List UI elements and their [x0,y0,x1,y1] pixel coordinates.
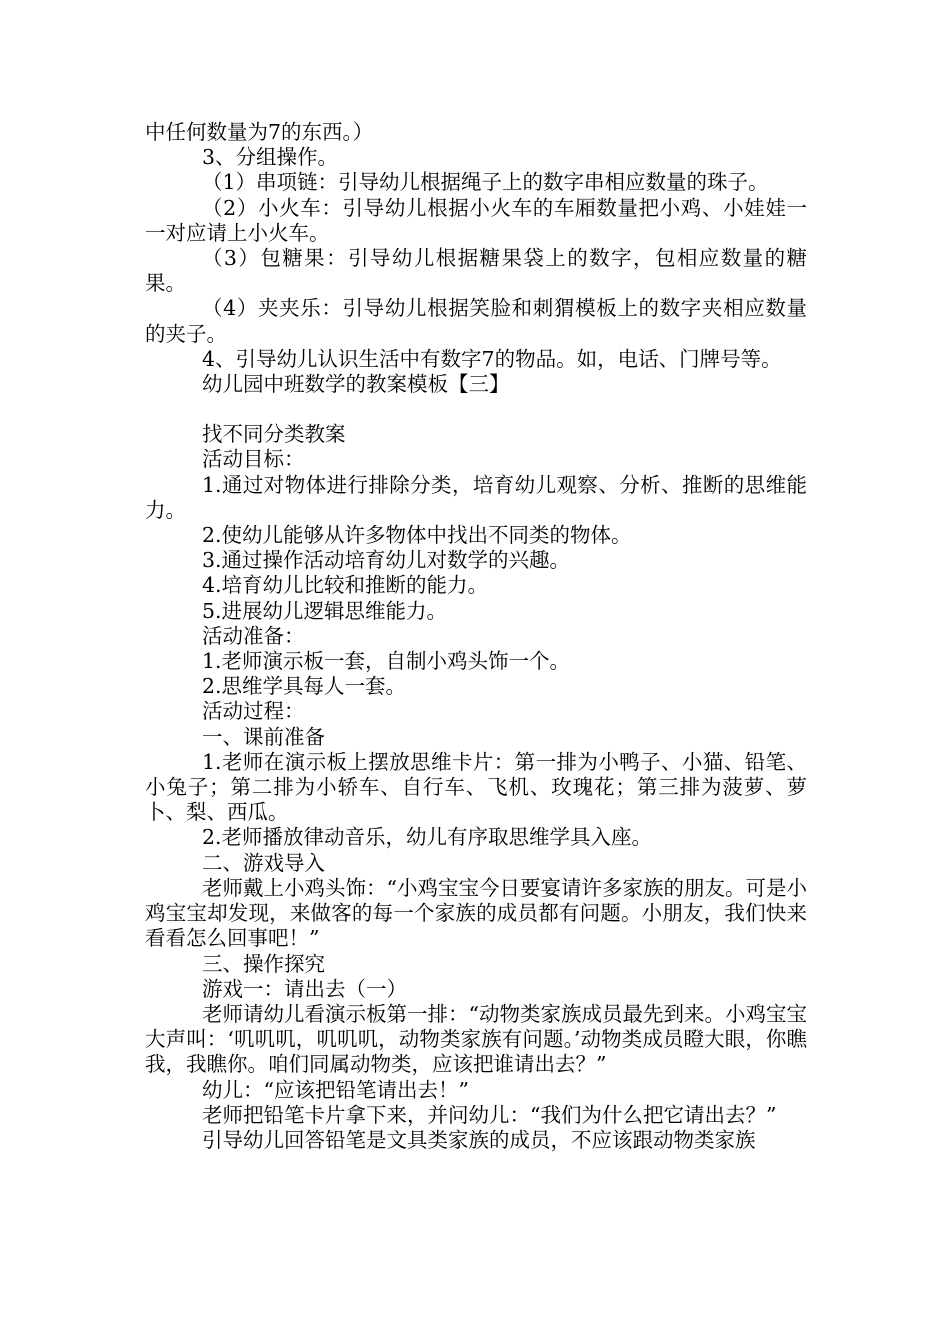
paragraph: 引导幼儿回答铅笔是文具类家族的成员，不应该跟动物类家族 [202,1127,756,1152]
lesson-title: 找不同分类教案 [202,422,346,447]
paragraph: （1）串项链：引导幼儿根据绳子上的数字串相应数量的珠子。 [202,170,769,195]
paragraph: （2）小火车：引导幼儿根据小火车的车厢数量把小鸡、小娃娃一一对应请上小火车。 [145,195,807,245]
paragraph: （4）夹夹乐：引导幼儿根据笑脸和刺猬模板上的数字夹相应数量的夹子。 [145,296,807,346]
document-body [145,120,807,1153]
section-heading: 3、分组操作。 [202,145,339,170]
paragraph: 幼儿：“应该把铅笔请出去！” [202,1077,469,1102]
section-heading: 活动准备： [202,623,305,648]
section-title: 幼儿园中班数学的教案模板【三】 [202,372,510,397]
paragraph: 2.思维学具每人一套。 [202,674,407,699]
section-heading: 二、游戏导入 [202,850,325,875]
paragraph: 2.老师播放律动音乐，幼儿有序取思维学具入座。 [202,825,653,850]
section-heading: 一、课前准备 [202,724,325,749]
paragraph: 老师请幼儿看演示板第一排：“动物类家族成员最先到来。小鸡宝宝大声叫：‘叽叽叽，叽叽叽，动物类家族有问题。’动物类成员瞪大眼，你瞧我，我瞧你。咱们同属动物类，应该把谁请出去？” [145,1001,807,1077]
paragraph: （3）包糖果：引导幼儿根据糖果袋上的数字，包相应数量的糖果。 [145,246,807,296]
paragraph: 4.培育幼儿比较和推断的能力。 [202,573,489,598]
paragraph: 1.老师在演示板上摆放思维卡片：第一排为小鸭子、小猫、铅笔、小兔子；第二排为小轿车、自行车、飞机、玫瑰花；第三排为菠萝、萝卜、梨、西瓜。 [145,749,807,825]
paragraph: 5.进展幼儿逻辑思维能力。 [202,598,448,623]
paragraph: 3.通过操作活动培育幼儿对数学的兴趣。 [202,548,571,573]
section-heading: 游戏一：请出去（一） [202,976,407,1001]
paragraph: 中任何数量为7的东西。） [145,120,374,144]
section-heading: 三、操作探究 [202,951,325,976]
paragraph: 老师把铅笔卡片拿下来，并问幼儿：“我们为什么把它请出去？” [202,1102,777,1127]
paragraph: 老师戴上小鸡头饰：“小鸡宝宝今日要宴请许多家族的朋友。可是小鸡宝宝却发现，来做客的每一个家族的成员都有问题。小朋友，我们快来看看怎么回事吧！” [145,875,807,951]
blank-line [145,397,807,422]
section-heading: 活动过程： [202,699,305,724]
paragraph: 1.老师演示板一套，自制小鸡头饰一个。 [202,649,571,674]
paragraph: 4、引导幼儿认识生活中有数字7的物品。如，电话、门牌号等。 [202,346,782,371]
paragraph: 2.使幼儿能够从许多物体中找出不同类的物体。 [202,523,632,548]
section-heading: 活动目标： [202,447,305,472]
paragraph: 1.通过对物体进行排除分类，培育幼儿观察、分析、推断的思维能力。 [145,472,807,522]
